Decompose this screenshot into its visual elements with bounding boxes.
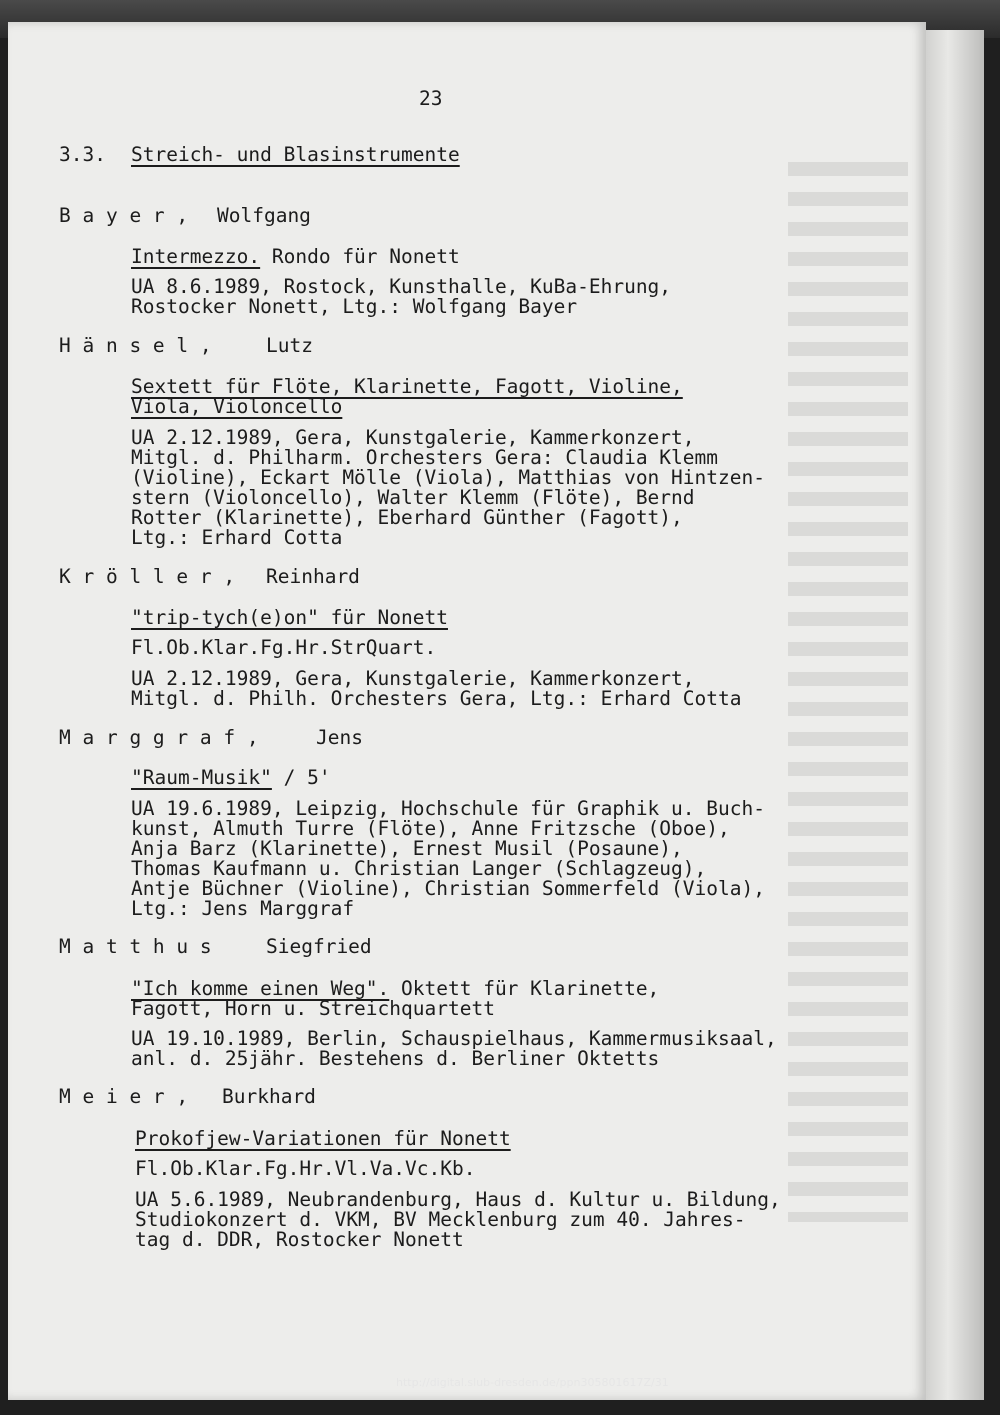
- composer-last-name: M e i e r ,: [59, 1085, 189, 1108]
- premiere-line: tag d. DDR, Rostocker Nonett: [135, 1228, 464, 1251]
- work-title-continuation: Fagott, Horn u. Streichquartett: [131, 997, 495, 1020]
- premiere-line: Ltg.: Erhard Cotta: [131, 526, 343, 549]
- work-title: Prokofjew-Variationen für Nonett: [135, 1127, 511, 1150]
- composer-first-name: Siegfried: [266, 935, 372, 958]
- premiere-line: UA 2.12.1989, Gera, Kunstgalerie, Kammerkonzert,: [131, 426, 695, 449]
- bleed-through-shadow: [788, 162, 908, 1222]
- work-title: "Raum-Musik": [131, 766, 272, 789]
- composer-first-name: Reinhard: [266, 565, 360, 588]
- premiere-line: Antje Büchner (Violine), Christian Sommerfeld (Viola),: [131, 877, 765, 900]
- work-title-line: [131, 978, 659, 999]
- source-url: http://digital.slub-dresden.de/ppn305801617Z/31: [396, 1376, 669, 1389]
- composer-first-name: Burkhard: [222, 1085, 316, 1108]
- premiere-line: anl. d. 25jähr. Bestehens d. Berliner Oktetts: [131, 1047, 660, 1070]
- composer-first-name: Wolfgang: [217, 204, 311, 227]
- premiere-line: Thomas Kaufmann u. Christian Langer (Schlagzeug),: [131, 857, 707, 880]
- instrumentation: Fl.Ob.Klar.Fg.Hr.StrQuart.: [131, 636, 437, 659]
- section-number: 3.3.: [59, 143, 106, 166]
- section-title: Streich- und Blasinstrumente: [131, 143, 460, 166]
- work-title: Viola, Violoncello: [131, 395, 343, 418]
- premiere-line: UA 2.12.1989, Gera, Kunstgalerie, Kammerkonzert,: [131, 667, 695, 690]
- composer-last-name: H ä n s e l ,: [59, 334, 212, 357]
- instrumentation: Fl.Ob.Klar.Fg.Hr.Vl.Va.Vc.Kb.: [135, 1157, 476, 1180]
- premiere-line: stern (Violoncello), Walter Klemm (Flöte), Bernd: [131, 486, 695, 509]
- premiere-line: (Violine), Eckart Mölle (Viola), Matthias von Hintzen-: [131, 466, 765, 489]
- premiere-line: Mitgl. d. Philharm. Orchesters Gera: Claudia Klemm: [131, 446, 718, 469]
- work-duration: / 5': [271, 766, 331, 789]
- premiere-line: kunst, Almuth Turre (Flöte), Anne Fritzsche (Oboe),: [131, 817, 730, 840]
- page-number: 23: [419, 87, 443, 110]
- document-page: [8, 22, 926, 1400]
- premiere-line: Mitgl. d. Philh. Orchesters Gera, Ltg.: Erhard Cotta: [131, 687, 742, 710]
- work-title: Intermezzo.: [131, 245, 261, 268]
- composer-last-name: K r ö l l e r ,: [59, 565, 236, 588]
- work-title-line: [131, 246, 460, 267]
- work-title-line: [131, 767, 331, 788]
- premiere-line: Anja Barz (Klarinette), Ernest Musil (Posaune),: [131, 837, 683, 860]
- composer-first-name: Jens: [316, 726, 363, 749]
- work-title: "trip-tych(e)on" für Nonett: [131, 606, 448, 629]
- premiere-line: UA 5.6.1989, Neubrandenburg, Haus d. Kultur u. Bildung,: [135, 1188, 781, 1211]
- work-title: Sextett für Flöte, Klarinette, Fagott, Violine,: [131, 375, 683, 398]
- work-subtitle: Oktett für Klarinette,: [389, 977, 660, 1000]
- premiere-line: Studiokonzert d. VKM, BV Mecklenburg zum 40. Jahres-: [135, 1208, 746, 1231]
- composer-last-name: M a r g g r a f ,: [59, 726, 259, 749]
- premiere-line: UA 19.10.1989, Berlin, Schauspielhaus, Kammermusiksaal,: [131, 1027, 777, 1050]
- premiere-line: UA 19.6.1989, Leipzig, Hochschule für Graphik u. Buch-: [131, 797, 765, 820]
- work-subtitle: Rondo für Nonett: [260, 245, 460, 268]
- composer-first-name: Lutz: [266, 334, 313, 357]
- premiere-line: UA 8.6.1989, Rostock, Kunsthalle, KuBa-Ehrung,: [131, 275, 672, 298]
- premiere-line: Rotter (Klarinette), Eberhard Günther (Fagott),: [131, 506, 683, 529]
- composer-last-name: M a t t h u s: [59, 935, 212, 958]
- work-title: "Ich komme einen Weg".: [131, 977, 390, 1000]
- premiere-line: Rostocker Nonett, Ltg.: Wolfgang Bayer: [131, 295, 578, 318]
- premiere-line: Ltg.: Jens Marggraf: [131, 897, 355, 920]
- composer-last-name: B a y e r ,: [59, 204, 189, 227]
- page-edge: [924, 30, 984, 1400]
